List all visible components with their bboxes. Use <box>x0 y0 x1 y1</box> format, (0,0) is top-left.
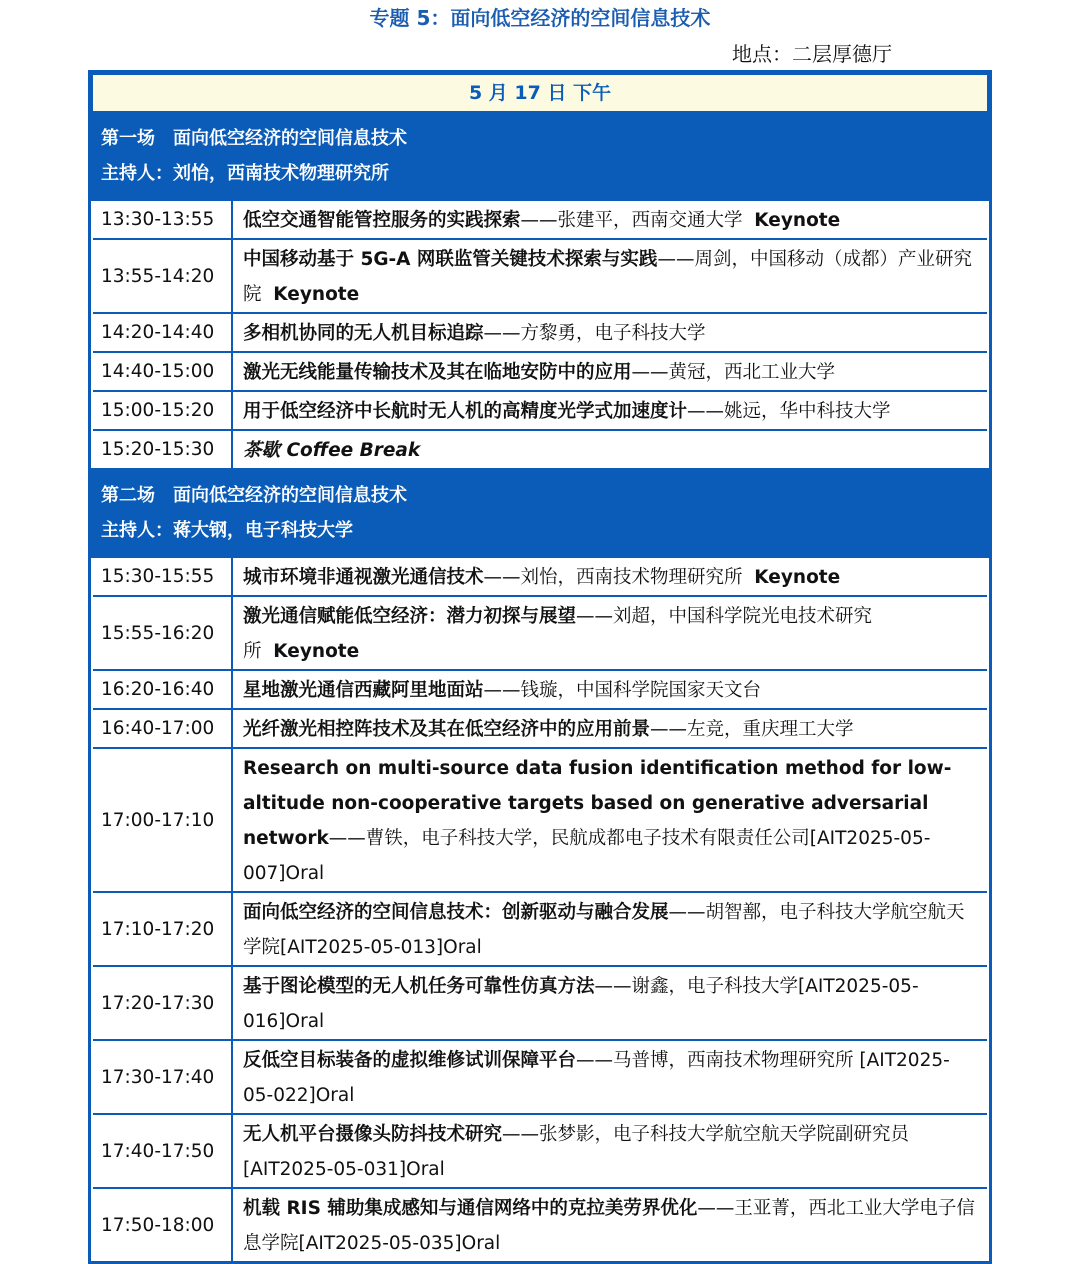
talk-title: 城市环境非通视激光通信技术 <box>243 567 484 588</box>
talk-title: 星地激光通信西藏阿里地面站 <box>243 680 484 701</box>
talk-title: 激光通信赋能低空经济：潜力初探与展望 <box>243 606 577 627</box>
table-row <box>93 429 987 468</box>
talk-content <box>233 392 987 429</box>
table-row <box>93 201 987 238</box>
table-row <box>93 1039 987 1113</box>
time-slot: 17:10-17:20 <box>93 893 233 965</box>
talk-title: 激光无线能量传输技术及其在临地安防中的应用 <box>243 362 632 383</box>
session-header <box>91 111 989 201</box>
time-slot: 17:00-17:10 <box>93 749 233 891</box>
time-slot: 15:55-16:20 <box>93 597 233 669</box>
speaker: ——曹铁，电子科技大学，民航成都电子技术有限责任公司[AIT2025-05-007]Oral <box>243 828 931 884</box>
speaker: ——刘怡，西南技术物理研究所 <box>483 567 743 588</box>
talk-title: 无人机平台摄像头防抖技术研究 <box>243 1124 503 1145</box>
talk-content <box>233 1041 987 1113</box>
date-header: 5 月 17 日 下午 <box>93 75 987 111</box>
talk-content <box>233 558 987 595</box>
table-row <box>93 558 987 595</box>
time-slot: 15:00-15:20 <box>93 392 233 429</box>
time-slot: 14:20-14:40 <box>93 314 233 351</box>
talk-content <box>233 893 987 965</box>
talk-tag: Keynote <box>754 567 841 588</box>
time-slot: 15:30-15:55 <box>93 558 233 595</box>
talk-content <box>233 353 987 390</box>
talk-title: 光纤激光相控阵技术及其在低空经济中的应用前景 <box>243 719 651 740</box>
time-slot: 17:50-18:00 <box>93 1189 233 1261</box>
talk-title: Research on multi-source data fusion identification method for low-altitude non-cooperative targets based on generative adversarial network <box>243 758 952 849</box>
speaker: ——胡智鄯，电子科技大学航空航天学院[AIT2025-05-013]Oral <box>243 902 965 958</box>
session-host: 主持人：蒋大钢，电子科技大学 <box>101 520 353 541</box>
session-host: 主持人：刘怡，西南技术物理研究所 <box>101 163 389 184</box>
table-row <box>93 708 987 747</box>
table-row <box>93 1113 987 1187</box>
talk-content <box>233 240 987 312</box>
table-row <box>93 312 987 351</box>
speaker: ——周剑，中国移动（成都）产业研究院 <box>243 249 972 305</box>
time-slot: 14:40-15:00 <box>93 353 233 390</box>
time-slot: 15:20-15:30 <box>93 431 233 468</box>
schedule-table <box>88 70 992 1264</box>
table-row <box>93 669 987 708</box>
speaker: ——马普博，西南技术物理研究所 [AIT2025-05-022]Oral <box>243 1050 950 1106</box>
talk-content <box>233 597 987 669</box>
talk-content <box>233 671 987 708</box>
time-slot: 13:55-14:20 <box>93 240 233 312</box>
speaker: ——钱璇，中国科学院国家天文台 <box>483 680 762 701</box>
talk-title: 反低空目标装备的虚拟维修试训保障平台 <box>243 1050 577 1071</box>
talk-content <box>233 710 987 747</box>
speaker: ——左竞，重庆理工大学 <box>650 719 854 740</box>
time-slot: 16:20-16:40 <box>93 671 233 708</box>
table-row <box>93 595 987 669</box>
speaker: ——张梦影，电子科技大学航空航天学院副研究员 [AIT2025-05-031]Oral <box>243 1124 910 1180</box>
speaker: ——黄冠，西北工业大学 <box>631 362 836 383</box>
talk-tag: Keynote <box>273 284 360 305</box>
speaker: ——刘超，中国科学院光电技术研究所 <box>243 606 873 662</box>
speaker: ——谢鑫，电子科技大学[AIT2025-05-016]Oral <box>243 976 919 1032</box>
talk-content <box>233 749 987 891</box>
talk-title: 中国移动基于 5G-A 网联监管关键技术探索与实践 <box>243 249 658 270</box>
talk-title: 机载 RIS 辅助集成感知与通信网络中的克拉美劳界优化 <box>243 1198 698 1219</box>
talk-title: 用于低空经济中长航时无人机的高精度光学式加速度计 <box>243 401 688 422</box>
session-name: 第一场 面向低空经济的空间信息技术 <box>101 128 407 149</box>
talk-tag: Keynote <box>273 641 360 662</box>
session-header <box>91 468 989 558</box>
talk-content <box>233 201 987 238</box>
speaker: ——姚远，华中科技大学 <box>687 401 891 422</box>
speaker: ——王亚菁，西北工业大学电子信息学院[AIT2025-05-035]Oral <box>243 1198 975 1254</box>
talk-content <box>233 1189 987 1261</box>
table-row <box>93 351 987 390</box>
page-title: 专题 5：面向低空经济的空间信息技术 <box>369 6 711 30</box>
time-slot: 16:40-17:00 <box>93 710 233 747</box>
talk-tag: Keynote <box>754 210 841 231</box>
talk-title: 低空交通智能管控服务的实践探索 <box>243 210 521 231</box>
speaker: ——方黎勇，电子科技大学 <box>483 323 706 344</box>
table-row <box>93 965 987 1039</box>
time-slot: 17:40-17:50 <box>93 1115 233 1187</box>
speaker: ——张建平，西南交通大学 <box>520 210 743 231</box>
table-row <box>93 390 987 429</box>
time-slot: 17:20-17:30 <box>93 967 233 1039</box>
table-row <box>93 891 987 965</box>
talk-content <box>233 314 987 351</box>
talk-title: 多相机协同的无人机目标追踪 <box>243 323 484 344</box>
talk-content <box>233 1115 987 1187</box>
talk-content <box>233 431 987 468</box>
table-row <box>93 747 987 891</box>
time-slot: 17:30-17:40 <box>93 1041 233 1113</box>
table-row <box>93 238 987 312</box>
time-slot: 13:30-13:55 <box>93 201 233 238</box>
session-name: 第二场 面向低空经济的空间信息技术 <box>101 485 407 506</box>
talk-title: 基于图论模型的无人机任务可靠性仿真方法 <box>243 976 595 997</box>
coffee-break: 茶歇 Coffee Break <box>243 440 421 461</box>
venue: 地点：二层厚德厅 <box>732 42 892 66</box>
talk-title: 面向低空经济的空间信息技术：创新驱动与融合发展 <box>243 902 669 923</box>
talk-content <box>233 967 987 1039</box>
